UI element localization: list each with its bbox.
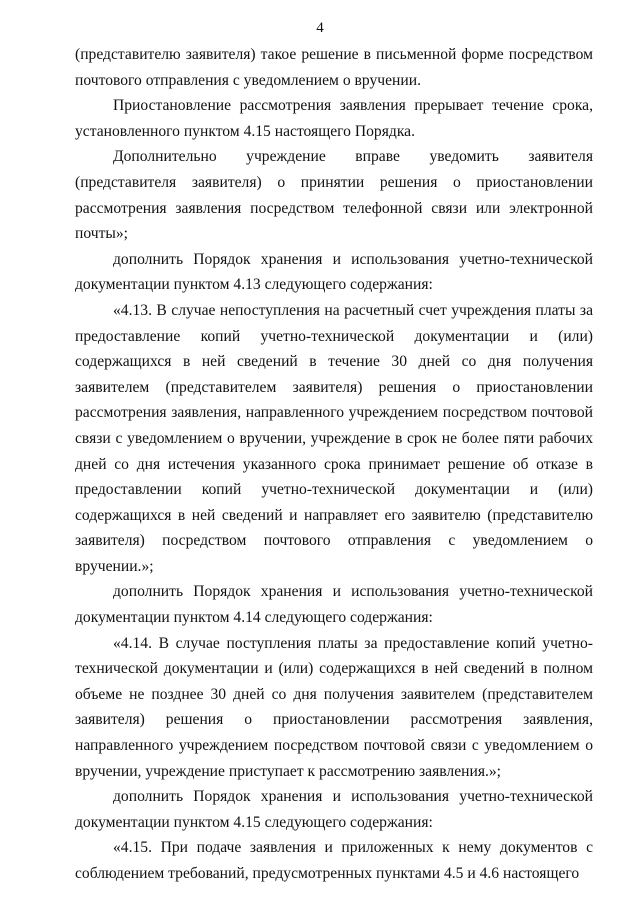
paragraph: дополнить Порядок хранения и использования учетно-технической документации пунктом 4.14 следующего содержания: bbox=[75, 583, 593, 627]
paragraph-clause-4-14: «4.14. В случае поступления платы за предоставление копий учетно-технической документации и (или) содержащихся в ней сведений в полном объеме не позднее 30 дней со дня получения заявителем (представителем заявителя) решения о приостановлении рассмотрения заявления, направленного учреждением посредством почтовой связи с уведомлением о вручении, учреждение приступает к рассмотрению заявления.»; bbox=[75, 634, 593, 780]
paragraph-continuation: (представителю заявителя) такое решение в письменной форме посредством почтового отправления с уведомлением о вручении. bbox=[75, 46, 593, 89]
document-body bbox=[75, 42, 593, 887]
paragraph-clause-4-13: «4.13. В случае непоступления на расчетный счет учреждения платы за предоставление копий учетно-технической документации и (или) содержащихся в ней сведений в течение 30 дней со дня получения заявителем (представителем заявителя) решения о приостановлении рассмотрения заявления, направленного учреждением посредством почтовой связи с уведомлением о вручении, учреждение в срок не более пяти рабочих дней со дня истечения указанного срока принимает решение об отказе в предоставлении копий учетно-технической документации и (или) содержащихся в ней сведений и направляет его заявителю (представителю заявителя) посредством почтового отправления с уведомлением о вручении.»; bbox=[75, 301, 593, 575]
page-number: 4 bbox=[316, 20, 324, 36]
paragraph: Дополнительно учреждение вправе уведомить заявителя (представителя заявителя) о принятии решения о приостановлении рассмотрения заявления посредством телефонной связи или электронной почты»; bbox=[75, 148, 593, 243]
paragraph: дополнить Порядок хранения и использования учетно-технической документации пунктом 4.13 следующего содержания: bbox=[75, 250, 593, 294]
paragraph: Приостановление рассмотрения заявления прерывает течение срока, установленного пунктом 4.15 настоящего Порядка. bbox=[75, 97, 593, 140]
paragraph: дополнить Порядок хранения и использования учетно-технической документации пунктом 4.15 следующего содержания: bbox=[75, 788, 593, 831]
paragraph-clause-4-15: «4.15. При подаче заявления и приложенных к нему документов с соблюдением требований, предусмотренных пунктами 4.5 и 4.6 настоящего bbox=[75, 839, 593, 882]
